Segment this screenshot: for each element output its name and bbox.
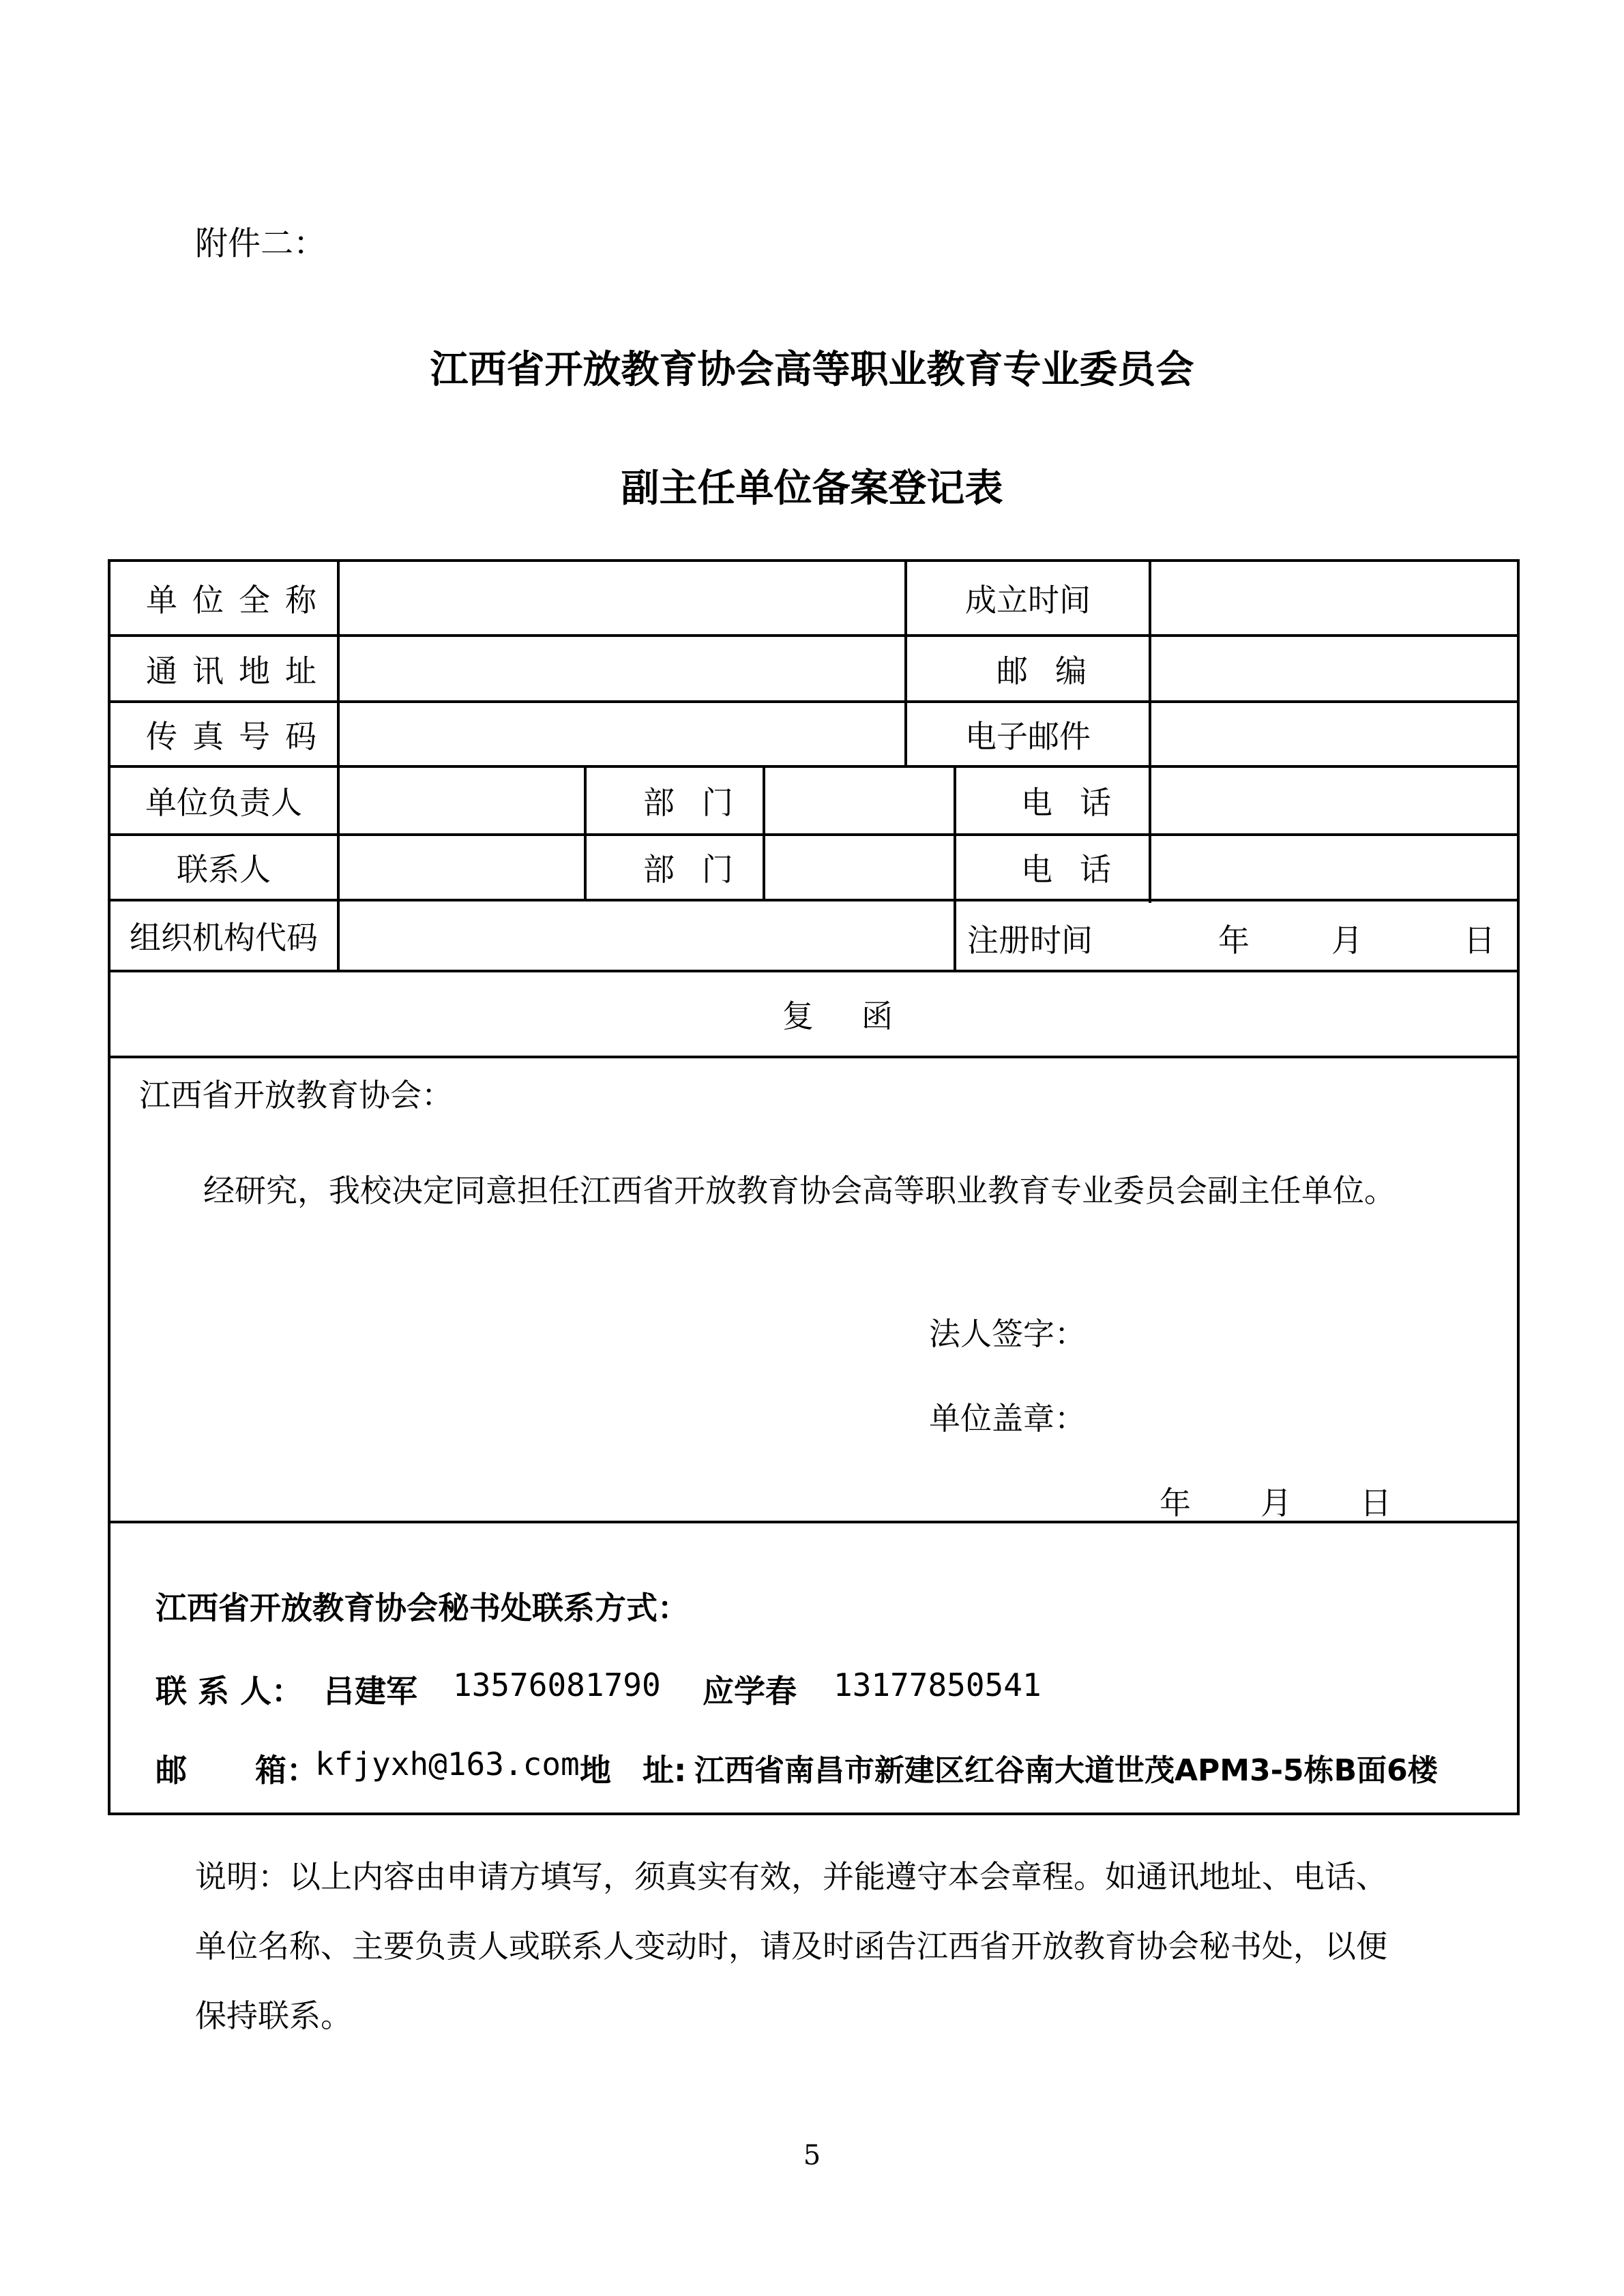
label-phone: 电话 bbox=[1021, 851, 1138, 888]
contact-email[interactable]: kfjyxh@163.com bbox=[315, 1746, 580, 1783]
label-department: 部门 bbox=[643, 851, 761, 888]
address-label: 地 址: bbox=[580, 1752, 687, 1789]
input-fax[interactable] bbox=[340, 703, 904, 765]
reply-body: 经研究，我校决定同意担任江西省开放教育协会高等职业教育专业委员会副主任单位。 bbox=[203, 1172, 1396, 1209]
label-postcode: 邮编 bbox=[996, 652, 1114, 689]
input-org-code[interactable] bbox=[340, 901, 954, 970]
label-unit-head: 单位负责人 bbox=[145, 784, 302, 821]
label-established-time: 成立时间 bbox=[965, 582, 1091, 618]
registration-month-label: 月 bbox=[1331, 922, 1363, 959]
contact-phone-1[interactable]: 13576081790 bbox=[453, 1667, 661, 1703]
legal-signature-label: 法人签字： bbox=[929, 1315, 1086, 1352]
secretariat-contact-heading: 江西省开放教育协会秘书处联系方式： bbox=[156, 1590, 689, 1626]
input-contact-person[interactable] bbox=[340, 836, 584, 899]
label-org-code: 组织机构代码 bbox=[130, 919, 318, 956]
registration-year-label: 年 bbox=[1218, 922, 1250, 959]
label-fax: 传真号码 bbox=[146, 717, 331, 755]
note-line-3: 保持联系。 bbox=[195, 1997, 352, 2034]
input-contact-department[interactable] bbox=[765, 836, 954, 899]
note-line-1: 说明：以上内容由申请方填写，须真实有效，并能遵守本会章程。如通讯地址、电话、 bbox=[195, 1858, 1387, 1895]
label-contact-person: 联系人 bbox=[177, 851, 271, 888]
page-number: 5 bbox=[803, 2140, 821, 2171]
input-address[interactable] bbox=[340, 637, 904, 700]
mail-label-suffix: 箱： bbox=[255, 1752, 318, 1789]
input-unit-head[interactable] bbox=[340, 768, 584, 833]
contact-address: 江西省南昌市新建区红谷南大道世茂APM3-5栋B面6楼 bbox=[694, 1753, 1438, 1788]
mail-label: 邮 bbox=[156, 1752, 187, 1789]
label-department: 部门 bbox=[643, 784, 761, 821]
label-unit-full-name: 单位全称 bbox=[146, 582, 331, 618]
label-email: 电子邮件 bbox=[965, 717, 1091, 755]
input-head-phone[interactable] bbox=[1151, 768, 1517, 833]
input-postcode[interactable] bbox=[1151, 637, 1517, 700]
input-established-time[interactable] bbox=[1151, 562, 1517, 634]
contact-person-1: 吕建军 bbox=[323, 1673, 417, 1710]
reply-day-label: 日 bbox=[1360, 1485, 1391, 1521]
form-subtitle: 副主任单位备案登记表 bbox=[621, 466, 1003, 511]
registration-day-label: 日 bbox=[1464, 922, 1495, 959]
label-address: 通讯地址 bbox=[146, 652, 331, 689]
note-line-2: 单位名称、主要负责人或联系人变动时，请及时函告江西省开放教育协会秘书处，以便 bbox=[195, 1928, 1387, 1965]
reply-addressee: 江西省开放教育协会： bbox=[139, 1077, 453, 1114]
form-title: 江西省开放教育协会高等职业教育专业委员会 bbox=[430, 348, 1194, 392]
input-head-department[interactable] bbox=[765, 768, 954, 833]
reply-header: 复函 bbox=[782, 998, 941, 1034]
contact-label: 联 系 人： bbox=[156, 1673, 304, 1710]
label-phone: 电话 bbox=[1021, 784, 1138, 821]
row-divider bbox=[108, 1521, 1520, 1523]
contact-person-2: 应学春 bbox=[703, 1673, 797, 1710]
label-registration-time: 注册时间 bbox=[967, 922, 1093, 959]
contact-phone-2[interactable]: 13177850541 bbox=[833, 1667, 1042, 1703]
attachment-label: 附件二： bbox=[195, 224, 327, 263]
input-unit-full-name[interactable] bbox=[340, 562, 904, 634]
row-divider bbox=[108, 1056, 1520, 1058]
reply-month-label: 月 bbox=[1260, 1485, 1292, 1521]
reply-year-label: 年 bbox=[1160, 1485, 1191, 1521]
unit-seal-label: 单位盖章： bbox=[929, 1400, 1086, 1437]
input-email[interactable] bbox=[1151, 703, 1517, 765]
input-contact-phone[interactable] bbox=[1151, 836, 1517, 899]
